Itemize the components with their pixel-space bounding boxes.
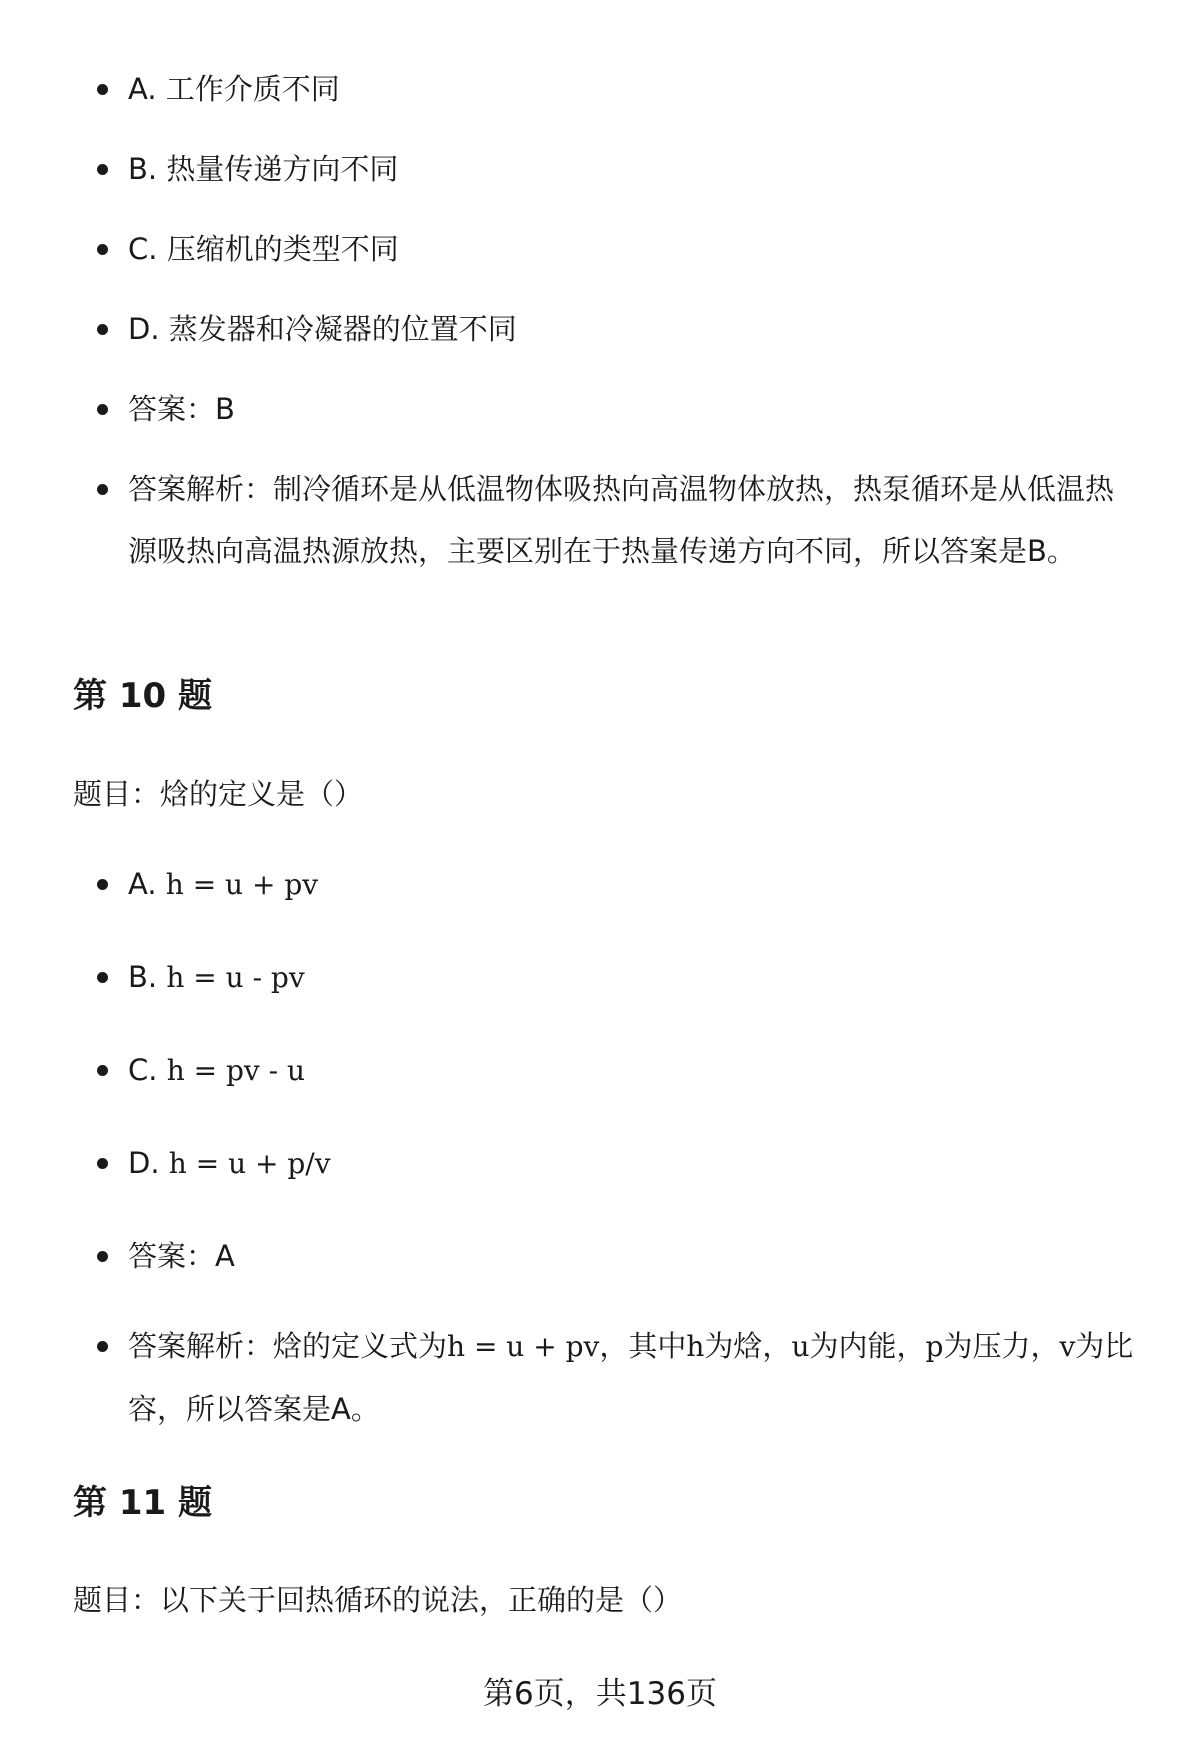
option-prefix: A. [128, 72, 166, 106]
question-10-options-block [0, 853, 1200, 1440]
option-text: 压缩机的类型不同 [166, 232, 399, 266]
option-formula: h = u + pv [165, 868, 319, 901]
option-prefix: B. [128, 152, 167, 186]
bullet-icon [97, 1158, 108, 1169]
analysis-line [0, 1315, 1200, 1440]
option-d [0, 298, 1200, 360]
analysis-symbol-p: p [925, 1330, 944, 1363]
question-10-heading: 第 10 题 [73, 676, 212, 716]
answer-text: 答案：A [128, 1239, 235, 1273]
answer-line [0, 1225, 1200, 1287]
option-prefix: D. [128, 312, 169, 346]
question-9-option-list [0, 58, 1200, 582]
question-10-stem: 题目：焓的定义是（） [73, 777, 364, 811]
option-prefix: C. [128, 232, 167, 266]
option-c [0, 1039, 1200, 1102]
option-b [0, 946, 1200, 1009]
bullet-icon [97, 484, 108, 495]
option-c [0, 218, 1200, 280]
bullet-icon [97, 164, 108, 175]
analysis-line [0, 458, 1200, 582]
option-formula: h = pv - u [166, 1054, 306, 1087]
option-a [0, 853, 1200, 916]
bullet-icon [97, 244, 108, 255]
bullet-icon [97, 879, 108, 890]
bullet-icon [97, 1341, 108, 1352]
page-number-footer: 第6页，共136页 [483, 1676, 717, 1712]
option-formula: h = u + p/v [168, 1147, 331, 1180]
analysis-text-5: 为压力， [943, 1329, 1060, 1363]
analysis-symbol-v: v [1059, 1330, 1076, 1363]
bullet-icon [97, 324, 108, 335]
bullet-icon [97, 1065, 108, 1076]
option-a [0, 58, 1200, 120]
option-prefix: A. [128, 867, 166, 901]
analysis-text-1: 答案解析：焓的定义式为 [128, 1329, 448, 1363]
option-prefix: D. [128, 1146, 169, 1180]
question-11-stem: 题目：以下关于回热循环的说法，正确的是（） [73, 1583, 683, 1617]
bullet-icon [97, 84, 108, 95]
analysis-text-4: 为内能， [809, 1329, 926, 1363]
answer-text: 答案：B [128, 392, 235, 426]
option-text: 工作介质不同 [165, 72, 340, 106]
bullet-icon [97, 1251, 108, 1262]
option-b [0, 138, 1200, 200]
question-10-option-list [0, 853, 1200, 1440]
analysis-text-6: 为比容，所以答案是A。 [128, 1329, 1134, 1426]
analysis-text-3: 为焓， [704, 1329, 792, 1363]
analysis-symbol-h: h [686, 1330, 705, 1363]
bullet-icon [97, 404, 108, 415]
option-text: 热量传递方向不同 [166, 152, 399, 186]
option-d [0, 1132, 1200, 1195]
answer-line [0, 378, 1200, 440]
analysis-formula: h = u + pv [447, 1330, 600, 1363]
bullet-icon [97, 972, 108, 983]
analysis-text: 答案解析：制冷循环是从低温物体吸热向高温物体放热，热泵循环是从低温热源吸热向高温热源放热，主要区别在于热量传递方向不同，所以答案是B。 [128, 472, 1115, 568]
analysis-symbol-u: u [791, 1330, 810, 1363]
analysis-text-2: ，其中 [599, 1329, 687, 1363]
option-formula: h = u - pv [166, 961, 305, 994]
question-11-heading: 第 11 题 [73, 1483, 212, 1523]
question-9-options-block [0, 58, 1200, 582]
option-prefix: C. [128, 1053, 167, 1087]
option-prefix: B. [128, 960, 167, 994]
option-text: 蒸发器和冷凝器的位置不同 [168, 312, 517, 346]
